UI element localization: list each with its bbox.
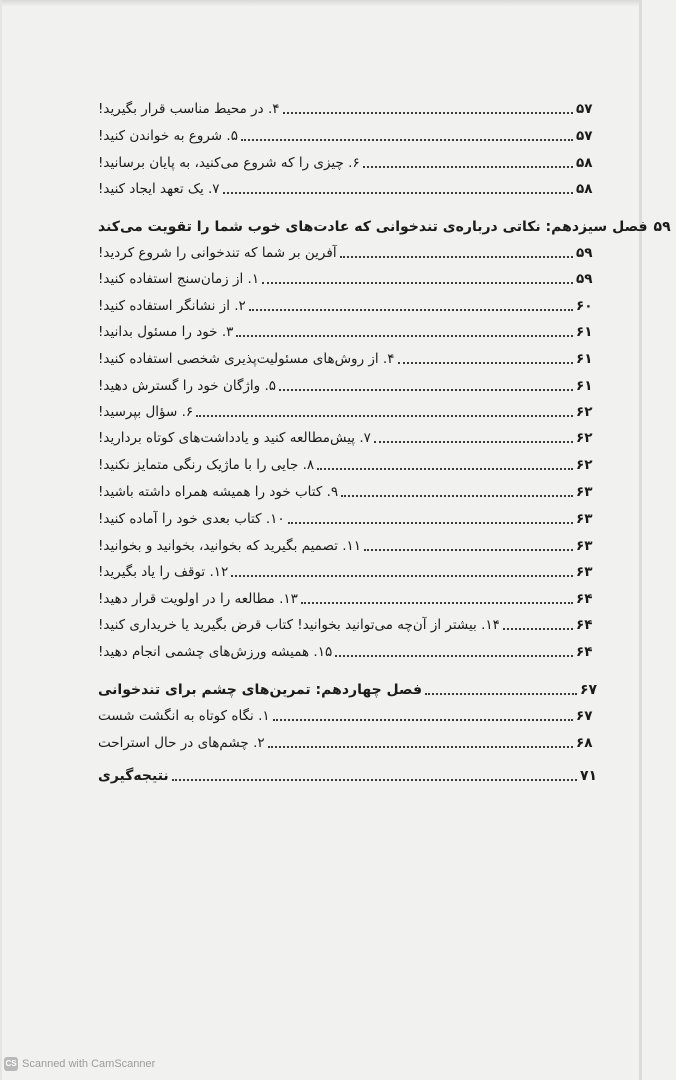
- toc-entry-title: ۲. چشم‌های در حال استراحت: [98, 735, 265, 751]
- toc-entry-title: ۱۱. تصمیم بگیرید که بخوانید، بخوانید و بخوانید!: [98, 538, 362, 554]
- toc-entry: [96, 319, 598, 341]
- toc-page-number: ۵۷: [576, 128, 593, 144]
- dot-leader: [236, 335, 573, 337]
- toc-entry-title: ۱۳. مطالعه را در اولویت قرار دهید!: [98, 591, 298, 607]
- dot-leader: [283, 112, 573, 114]
- dot-leader: [223, 192, 573, 194]
- toc-page-number: ۶۸: [576, 735, 593, 751]
- toc-entry: [96, 399, 598, 421]
- toc-page-number: ۶۳: [576, 484, 593, 500]
- dot-leader: [503, 628, 573, 630]
- toc-entry-title: ۱۵. همیشه ورزش‌های چشمی انجام دهید!: [98, 644, 333, 660]
- toc-entry: [96, 346, 598, 368]
- toc-entry-title: ۲. از نشانگر استفاده کنید!: [98, 298, 246, 314]
- toc-page-number: ۵۸: [576, 155, 593, 171]
- toc-entry: [96, 176, 598, 198]
- toc-entry: [96, 612, 598, 634]
- toc-entry-title: ۱۴. بیشتر از آن‌چه می‌توانید بخوانید! کتاب قرض بگیرید یا خریداری کنید!: [98, 617, 500, 633]
- watermark-text: Scanned with CamScanner: [22, 1058, 156, 1070]
- toc-entry-title: ۱. نگاه کوتاه به انگشت شست: [98, 708, 270, 724]
- toc-entry: [96, 703, 598, 725]
- toc-entry: [96, 586, 598, 608]
- toc-page-number: ۶۱: [576, 324, 593, 340]
- toc-page-number: ۶۷: [580, 682, 598, 698]
- dot-leader: [288, 522, 573, 524]
- toc-entry-title: ۱. از زمان‌سنج استفاده کنید!: [98, 271, 260, 287]
- toc-entry-title: نتیجه‌گیری: [98, 768, 169, 784]
- toc-entry: [96, 479, 598, 501]
- toc-entry: [96, 96, 598, 118]
- toc-entry-title: ۶. سؤال بپرسید!: [98, 404, 194, 420]
- camscanner-logo-icon: CS: [4, 1057, 18, 1071]
- dot-leader: [340, 256, 573, 258]
- toc-page-number: ۶۲: [576, 430, 593, 446]
- toc-page-number: ۶۲: [576, 457, 593, 473]
- toc-entry-title: ۵. شروع به خواندن کنید!: [98, 128, 238, 144]
- toc-entry-title: ۳. خود را مسئول بدانید!: [98, 324, 234, 340]
- toc-entry: [96, 123, 598, 145]
- toc-entry: [96, 559, 598, 581]
- toc-page-number: ۶۴: [576, 617, 593, 633]
- dot-leader: [425, 693, 577, 695]
- toc-entry: [96, 639, 598, 661]
- toc-entry-title: فصل چهاردهم: تمرین‌های چشم برای تندخوانی: [98, 682, 423, 698]
- dot-leader: [398, 362, 574, 364]
- toc-page-number: ۵۹: [653, 219, 671, 235]
- toc-entry-title: ۴. از روش‌های مسئولیت‌پذیری شخصی استفاده کنید!: [98, 351, 395, 367]
- dot-leader: [317, 468, 573, 470]
- toc-page-number: ۶۳: [576, 564, 593, 580]
- dot-leader: [273, 719, 573, 721]
- dot-leader: [301, 602, 573, 604]
- dot-leader: [231, 575, 573, 577]
- dot-leader: [249, 309, 573, 311]
- toc-entry-title: ۱۰. کتاب بعدی خود را آماده کنید!: [98, 511, 285, 527]
- dot-leader: [364, 549, 573, 551]
- toc-entry: [96, 373, 598, 395]
- toc-page-number: ۶۳: [576, 538, 593, 554]
- toc-entry-title: ۷. پیش‌مطالعه کنید و یادداشت‌های کوتاه بردارید!: [98, 430, 371, 446]
- dot-leader: [268, 746, 573, 748]
- dot-leader: [279, 389, 573, 391]
- dot-leader: [262, 282, 573, 284]
- toc-page-number: ۶۲: [576, 404, 593, 420]
- toc-page-number: ۶۷: [576, 708, 593, 724]
- toc-page-number: ۶۴: [576, 591, 593, 607]
- dot-leader: [374, 441, 573, 443]
- toc-chapter-heading: [96, 763, 602, 785]
- dot-leader: [335, 655, 573, 657]
- toc-entry: [96, 730, 598, 752]
- toc-entry: [96, 506, 598, 528]
- dot-leader: [241, 139, 573, 141]
- toc-entry-title: آفرین بر شما که تندخوانی را شروع کردید!: [98, 245, 337, 261]
- toc-entry: [96, 150, 598, 172]
- toc-entry: [96, 425, 598, 447]
- toc-page-number: ۷۱: [580, 768, 598, 784]
- toc-entry-title: ۸. جایی را با ماژیک رنگی متمایز نکنید!: [98, 457, 315, 473]
- scanner-watermark: [4, 1056, 155, 1072]
- toc-entry: [96, 293, 598, 315]
- toc-entry: [96, 240, 598, 262]
- toc-page-number: ۶۰: [576, 298, 593, 314]
- toc-page-number: ۶۱: [576, 378, 593, 394]
- toc-page-number: ۵۹: [576, 271, 593, 287]
- toc-page-number: ۶۱: [576, 351, 593, 367]
- toc-page-number: ۵۷: [576, 101, 593, 117]
- dot-leader: [172, 779, 577, 781]
- toc-page-number: ۶۳: [576, 511, 593, 527]
- toc-entry-title: ۱۲. توقف را یاد بگیرید!: [98, 564, 229, 580]
- toc-entry-title: ۶. چیزی را که شروع می‌کنید، به پایان برسانید!: [98, 155, 360, 171]
- toc-page-number: ۵۸: [576, 181, 593, 197]
- toc-entry-title: ۵. واژگان خود را گسترش دهید!: [98, 378, 277, 394]
- toc-chapter-heading: [96, 677, 602, 699]
- toc-page-number: ۵۹: [576, 245, 593, 261]
- toc-entry-title: فصل سیزدهم: نکاتی درباره‌ی تندخوانی که عادت‌های خوب شما را تقویت می‌کند: [98, 219, 648, 235]
- dot-leader: [196, 415, 573, 417]
- toc-entry-title: ۷. یک تعهد ایجاد کنید!: [98, 181, 220, 197]
- toc-entry: [96, 452, 598, 474]
- toc-page-number: ۶۴: [576, 644, 593, 660]
- toc-chapter-heading: [96, 214, 671, 236]
- toc-entry-title: ۹. کتاب خود را همیشه همراه داشته باشید!: [98, 484, 339, 500]
- dot-leader: [363, 166, 573, 168]
- dot-leader: [341, 495, 573, 497]
- toc-entry: [96, 533, 598, 555]
- toc-entry: [96, 266, 598, 288]
- toc-entry-title: ۴. در محیط مناسب قرار بگیرید!: [98, 101, 280, 117]
